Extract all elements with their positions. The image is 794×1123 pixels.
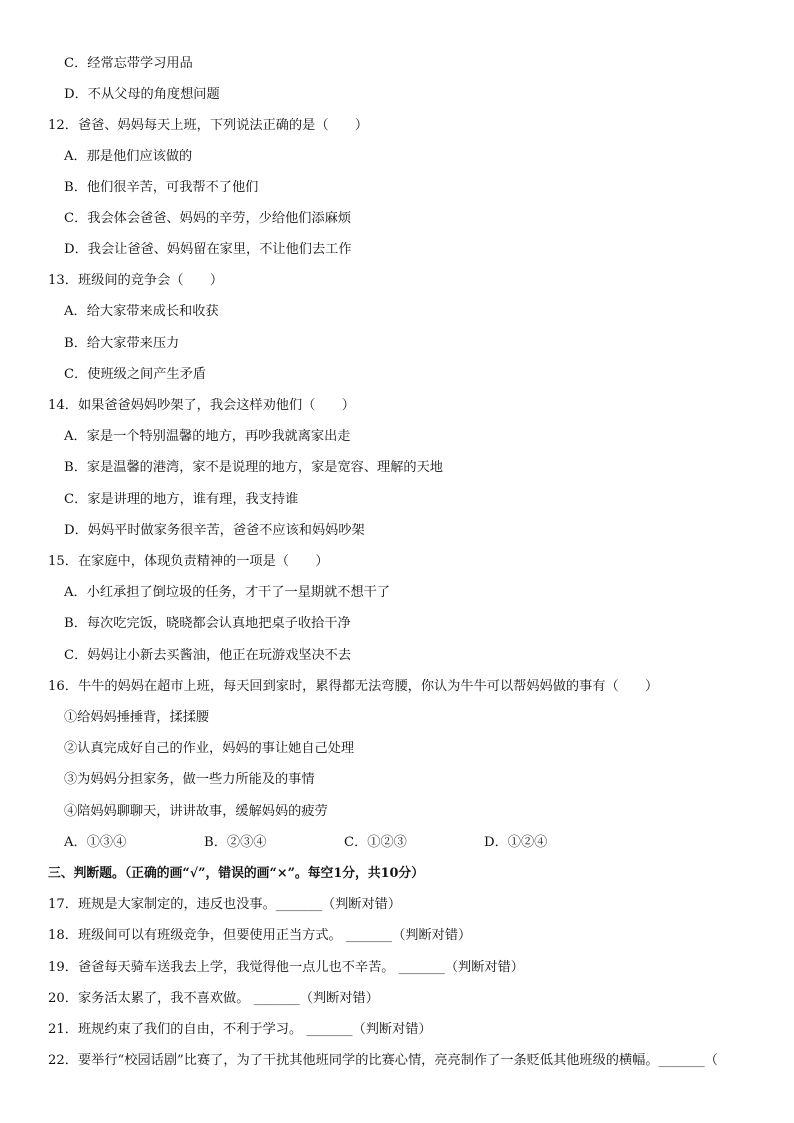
question-21: 21．班规约束了我们的自由，不利于学习。 _______（判断对错） xyxy=(48,1022,432,1037)
q15-option-b: B．每次吃完饭，晓晓都会认真地把桌子收拾干净 xyxy=(64,616,351,631)
q14-option-a: A．家是一个特别温馨的地方，再吵我就离家出走 xyxy=(64,429,351,444)
q12-option-d: D．我会让爸爸、妈妈留在家里，不让他们去工作 xyxy=(64,242,352,257)
question-20: 20．家务活太累了，我不喜欢做。 _______（判断对错） xyxy=(48,991,379,1006)
q12-option-c: C．我会体会爸爸、妈妈的辛劳，少给他们添麻烦 xyxy=(64,211,352,226)
q13-option-b: B．给大家带来压力 xyxy=(64,336,180,351)
q13-option-c: C．使班级之间产生矛盾 xyxy=(64,367,206,382)
q13-option-a: A．给大家带来成长和收获 xyxy=(64,304,219,319)
q11-option-c: C．经常忘带学习用品 xyxy=(64,56,193,71)
q14-option-d: D．妈妈平时做家务很辛苦，爸爸不应该和妈妈吵架 xyxy=(64,523,365,538)
q14-option-b: B．家是温馨的港湾，家不是说理的地方，家是宽容、理解的天地 xyxy=(64,460,443,475)
question-13: 13．班级间的竞争会（ ） xyxy=(48,273,224,288)
question-17: 17．班规是大家制定的，违反也没事。_______（判断对错） xyxy=(48,897,402,912)
question-12: 12．爸爸、妈妈每天上班，下列说法正确的是（ ） xyxy=(48,118,369,133)
q16-item-2: ②认真完成好自己的作业，妈妈的事让她自己处理 xyxy=(64,741,355,756)
q16-option-b: B．②③④ xyxy=(204,835,267,850)
question-14: 14．如果爸爸妈妈吵架了，我会这样劝他们（ ） xyxy=(48,398,355,413)
q16-options-row xyxy=(64,835,547,851)
question-22: 22．要举行“校园话剧”比赛了，为了干扰其他班同学的比赛心情，亮亮制作了一条贬低其他班级的横幅。_______（ xyxy=(48,1053,718,1068)
q12-option-a: A．那是他们应该做的 xyxy=(64,149,193,164)
q16-option-c: C．①②③ xyxy=(344,835,407,850)
q16-item-4: ④陪妈妈聊聊天，讲讲故事，缓解妈妈的疲劳 xyxy=(64,804,328,819)
q12-option-b: B．他们很辛苦，可我帮不了他们 xyxy=(64,180,259,195)
q16-item-1: ①给妈妈捶捶背，揉揉腰 xyxy=(64,710,210,725)
q16-option-a: A．①③④ xyxy=(64,835,127,850)
question-18: 18．班级间可以有班级竞争，但要使用正当方式。 _______（判断对错） xyxy=(48,928,472,943)
q15-option-c: C．妈妈让小新去买酱油，他正在玩游戏坚决不去 xyxy=(64,648,352,663)
section-3-header: 三、判断题。（正确的画“√”，错误的画“×”。每空1分，共10分） xyxy=(48,866,425,881)
question-16: 16．牛牛的妈妈在超市上班，每天回到家时，累得都无法弯腰，你认为牛牛可以帮妈妈做的事有（ ） xyxy=(48,679,659,694)
question-19: 19．爸爸每天骑车送我去上学，我觉得他一点儿也不辛苦。 _______（判断对错） xyxy=(48,960,524,975)
q16-item-3: ③为妈妈分担家务，做一些力所能及的事情 xyxy=(64,772,315,787)
q14-option-c: C．家是讲理的地方，谁有理，我支持谁 xyxy=(64,492,299,507)
q16-option-d: D．①②④ xyxy=(484,835,548,850)
q11-option-d: D．不从父母的角度想问题 xyxy=(64,87,220,102)
q15-option-a: A．小红承担了倒垃圾的任务，才干了一星期就不想干了 xyxy=(64,585,391,600)
question-15: 15．在家庭中，体现负责精神的一项是（ ） xyxy=(48,554,329,569)
